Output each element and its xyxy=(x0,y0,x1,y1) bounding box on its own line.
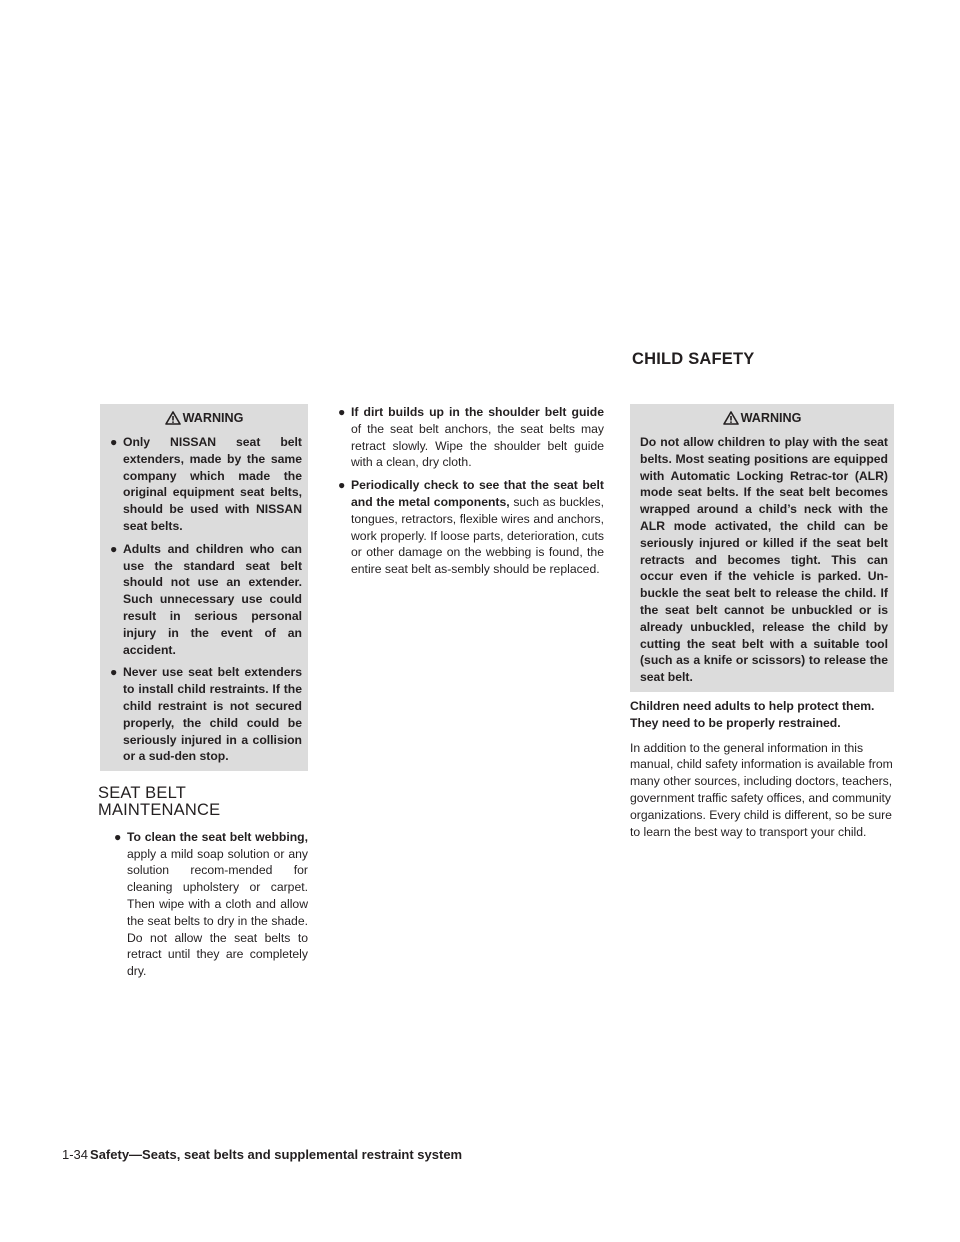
list-item: ● If dirt builds up in the shoulder belt guide of the seat belt anchors, the seat belts may retract slowly. Wipe the shoulder belt guide with a clean, dry cloth. xyxy=(338,405,604,470)
column-2 xyxy=(336,404,604,584)
page-footer xyxy=(62,1147,462,1162)
warning-triangle-icon xyxy=(723,411,739,425)
warning-label: WARNING xyxy=(182,410,244,425)
warning-box xyxy=(630,404,894,692)
footer-title: Safety—Seats, seat belts and supplemental restraint system xyxy=(90,1147,463,1162)
section-heading: SEAT BELT MAINTENANCE xyxy=(98,784,221,819)
warning-header xyxy=(630,408,894,428)
warning-header xyxy=(100,408,308,428)
page-number: 1-34 xyxy=(62,1147,89,1162)
warning-box xyxy=(100,404,308,771)
warning-text: Do not allow children to play with the seat belts. Most seating positions are equipped with Automatic Locking Retrac-tor (ALR) mode seat belts. If the seat belt becomes wrapped around a child’s neck with the ALR mode activated, the child can be seriously injured or killed if the seat belt retracts and becomes tight. This can occur even if the vehicle is parked. Un-buckle the seat belt to release the child. If the seat belt cannot be unbuckled or is already unbuckled, release the child by cutting the seat belt with a suitable tool (such as a knife or scissors) to release the seat belt. xyxy=(640,435,888,685)
warning-bullet: ● Only NISSAN seat belt extenders, made by the same company which made the original equipment seat belts, should be used with NISSAN seat belts. xyxy=(110,435,302,533)
column-3 xyxy=(630,404,894,840)
warning-bullet: ● Never use seat belt extenders to install child restraints. If the child restraint is not secured properly, the child could be seriously injured in a collision or a sud-den stop. xyxy=(110,665,302,764)
column-1 xyxy=(100,404,308,986)
warning-triangle-icon xyxy=(165,411,181,425)
warning-bullet: ● Adults and children who can use the standard seat belt should not use an extender. Such unnecessary use could result in serious personal injury in the event of an accident. xyxy=(110,541,302,657)
list-item: ● To clean the seat belt webbing, apply a mild soap solution or any solution recom-mended for cleaning upholstery or carpet. Then wipe with a cloth and allow the seat belts to dry in the shade. Do not allow the seat belts to retract until they are completely dry. xyxy=(114,829,308,979)
list-item: ● Periodically check to see that the seat belt and the metal components, such as buckles, tongues, retractors, flexible wires and anchors, work properly. If loose parts, deterioration, cuts or other damage on the webbing is found, the entire seat belt as-sembly should be replaced. xyxy=(338,478,604,577)
warning-label: WARNING xyxy=(740,410,802,425)
chapter-heading: CHILD SAFETY xyxy=(632,350,755,368)
bold-paragraph: Children need adults to help protect them. They need to be properly restrained. xyxy=(630,698,875,730)
paragraph: In addition to the general information in this manual, child safety information is available from many other sources, including doctors, teachers, government traffic safety offices, and community organizations. Every child is different, so be sure to learn the best way to transport your child. xyxy=(630,740,893,839)
